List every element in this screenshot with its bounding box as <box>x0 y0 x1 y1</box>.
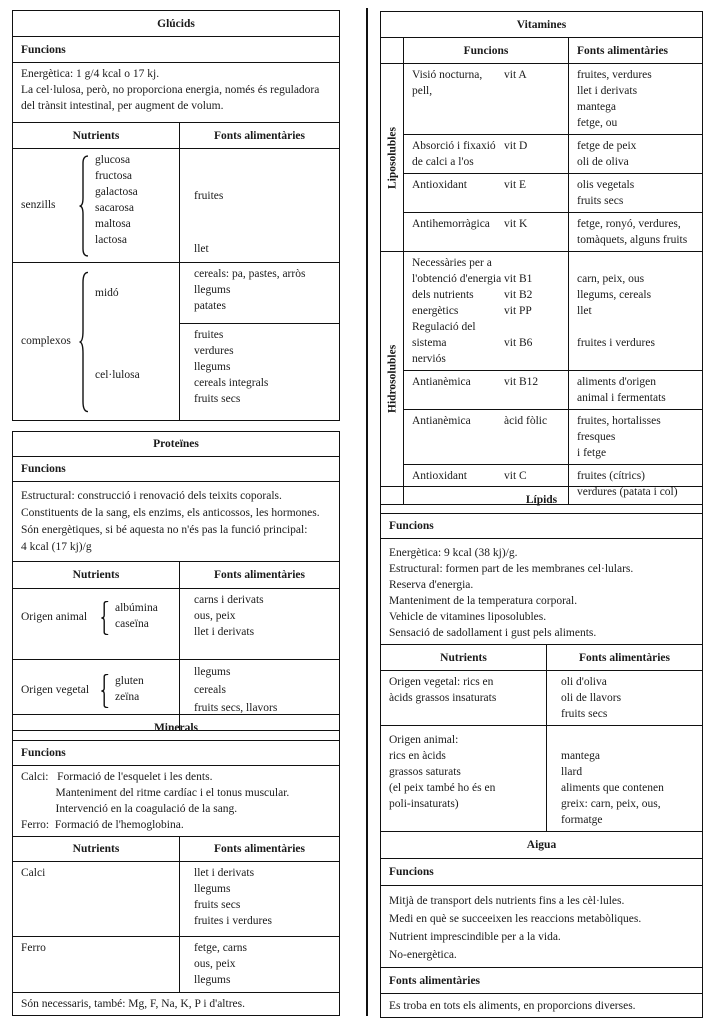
calci-fonts: llet i derivats llegums fruits secs fruites i verdures <box>180 862 340 937</box>
empty-cell <box>381 38 404 64</box>
brace-icon <box>101 674 109 708</box>
senzills-fonts <box>180 149 340 263</box>
lipids-title: Lípids <box>381 487 703 514</box>
minerals-table <box>12 714 340 1016</box>
vit-name: vit E <box>504 179 527 191</box>
minerals-funcions-text: Calci: Formació de l'esquelet i les dents. Manteniment del ritme cardíac i el tonus muscular. Intervenció en la coagulació de la sang. Ferro: Formació de l'hemoglobina. <box>13 766 340 837</box>
minerals-funcions-label: Funcions <box>13 741 340 766</box>
minerals-footer: Són necessaris, també: Mg, F, Na, K, P i d'altres. <box>13 993 340 1016</box>
glucids-title: Glúcids <box>13 11 340 37</box>
origen-vegetal-items: gluten zeïna <box>115 675 144 703</box>
col-nutrients: Nutrients <box>13 837 180 862</box>
vit-name: vit B12 <box>504 376 539 388</box>
vit-fonts: fruites (cítrics) verdures (patata i col) <box>569 465 703 505</box>
vit-name: vit D <box>504 140 528 152</box>
fonts-fruites: fruites <box>194 190 224 202</box>
brace-icon <box>101 601 109 635</box>
col-fonts: Fonts alimentàries <box>180 837 340 862</box>
vit-funcio: Antioxidant <box>412 179 467 191</box>
proteines-funcions-text: Estructural: construcció i renovació dels teixits coporals. Constituents de la sang, els enzims, els anticossos, les hormones. Són energètiques, si bé aquesta no n'és pas la funció principal: 4 kcal (17 kj)/g <box>13 482 340 562</box>
col-fonts: Fonts alimentàries <box>180 123 340 149</box>
mido-label: midó <box>95 287 119 299</box>
column-divider <box>366 8 368 1016</box>
vit-name: vit K <box>504 218 528 230</box>
col-fonts: Fonts alimentàries <box>569 38 703 64</box>
brace-icon <box>79 155 89 257</box>
col-fonts: Fonts alimentàries <box>547 645 703 671</box>
vit-fonts: fruites, hortalisses fresques i fetge <box>569 410 703 465</box>
glucids-funcions-text: Energètica: 1 g/4 kcal o 17 kj. La cel·lulosa, però, no proporciona energia, només és reguladora del trànsit intestinal, per augment de volum. <box>13 63 340 123</box>
proteines-title: Proteïnes <box>13 432 340 457</box>
lipids-funcions-text: Energètica: 9 kcal (38 kj)/g. Estructural: formen part de les membranes cel·lulars. Reserva d'energia. Manteniment de la temperatura corporal. Vehicle de vitamines liposolubles. Sensació de sadollament i gust pels aliments. <box>381 539 703 645</box>
lipids-animal-fonts: mantega llard aliments que contenen greix: carn, peix, ous, formatge <box>547 726 703 832</box>
vit-funcio: Necessàries per a l'obtenció d'energia dels nutrients energètics Regulació del sistema nerviós <box>412 257 502 365</box>
group-liposolubles: Liposolubles <box>381 64 404 252</box>
col-nutrients: Nutrients <box>13 123 180 149</box>
complexos-cell <box>13 263 180 421</box>
glucids-table <box>12 10 340 421</box>
origen-animal-items: albúmina caseïna <box>115 602 158 630</box>
vitamines-title: Vitamines <box>381 12 703 38</box>
aigua-title: Aigua <box>381 832 703 859</box>
aigua-fonts-label: Fonts alimentàries <box>381 968 703 994</box>
col-fonts: Fonts alimentàries <box>180 562 340 589</box>
complexos-label: complexos <box>21 335 71 347</box>
fonts-llet: llet <box>194 243 209 255</box>
origen-animal-label: Origen animal <box>21 611 88 623</box>
origen-vegetal-fonts: llegums cereals fruits secs, llavors <box>180 660 340 731</box>
vit-fonts: fruites, verdures llet i derivats mantega fetge, ou <box>569 64 703 135</box>
proteines-table <box>12 431 340 731</box>
vitamines-table <box>380 11 703 505</box>
group-hidrosolubles: Hidrosolubles <box>381 252 404 505</box>
aigua-fonts-text: Es troba en tots els aliments, en proporcions diverses. <box>381 994 703 1018</box>
aigua-funcions-label: Funcions <box>381 859 703 886</box>
vit-funcio: Visió nocturna, pell, <box>412 69 483 97</box>
minerals-title: Minerals <box>13 715 340 741</box>
senzills-label: senzills <box>21 199 56 211</box>
vit-name: vit B1 vit B2 vit PP vit B6 <box>504 273 533 349</box>
vit-name: àcid fòlic <box>504 415 548 427</box>
origen-animal-cell <box>13 589 180 660</box>
col-nutrients: Nutrients <box>13 562 180 589</box>
origen-vegetal-label: Origen vegetal <box>21 684 90 696</box>
vit-name: vit A <box>504 69 527 81</box>
vit-fonts: fetge, ronyó, verdures, tomàquets, alguns fruits <box>569 213 703 252</box>
vit-funcio: Antianèmica <box>412 415 471 427</box>
senzills-cell <box>13 149 180 263</box>
vit-funcio: Antioxidant <box>412 470 467 482</box>
glucids-funcions-label: Funcions <box>13 37 340 63</box>
cellulosa-label: cel·lulosa <box>95 369 140 381</box>
col-nutrients: Nutrients <box>381 645 547 671</box>
calci-label: Calci <box>13 862 180 937</box>
vit-funcio: Absorció i fixaxió de calci a l'os <box>412 140 496 168</box>
ferro-label: Ferro <box>13 937 180 993</box>
vit-fonts: carn, peix, ous llegums, cereals llet fruites i verdures <box>569 252 703 371</box>
lipids-funcions-label: Funcions <box>381 514 703 539</box>
lipids-table <box>380 486 703 832</box>
vit-name: vit C <box>504 470 527 482</box>
brace-icon <box>79 271 89 413</box>
lipids-animal-label: Origen animal: rics en àcids grassos saturats (el peix també ho és en poli-insaturats) <box>381 726 547 832</box>
aigua-table <box>380 831 703 1018</box>
senzills-items: glucosa fructosa galactosa sacarosa maltosa lactosa <box>95 154 138 246</box>
aigua-funcions-text: Mitjà de transport dels nutrients fins a les cèl·lules. Medi en què se succeeixen les reaccions metabòliques. Nutrient imprescindible per a la vida. No-energètica. <box>381 886 703 968</box>
mido-fonts: cereals: pa, pastes, arròs llegums patates <box>180 263 340 324</box>
col-funcions: Funcions <box>404 38 569 64</box>
lipids-vegetal-fonts: oli d'oliva oli de llavors fruits secs <box>547 671 703 726</box>
vit-fonts: fetge de peix oli de oliva <box>569 135 703 174</box>
vit-funcio: Antihemorràgica <box>412 218 490 230</box>
vit-fonts: aliments d'origen animal i fermentats <box>569 371 703 410</box>
proteines-funcions-label: Funcions <box>13 457 340 482</box>
lipids-vegetal-label: Origen vegetal: rics en àcids grassos insaturats <box>381 671 547 726</box>
ferro-fonts: fetge, carns ous, peix llegums <box>180 937 340 993</box>
vit-fonts: olis vegetals fruits secs <box>569 174 703 213</box>
origen-animal-fonts: carns i derivats ous, peix llet i derivats <box>180 589 340 660</box>
vit-funcio: Antianèmica <box>412 376 471 388</box>
cellulosa-fonts: fruites verdures llegums cereals integrals fruits secs <box>180 324 340 421</box>
